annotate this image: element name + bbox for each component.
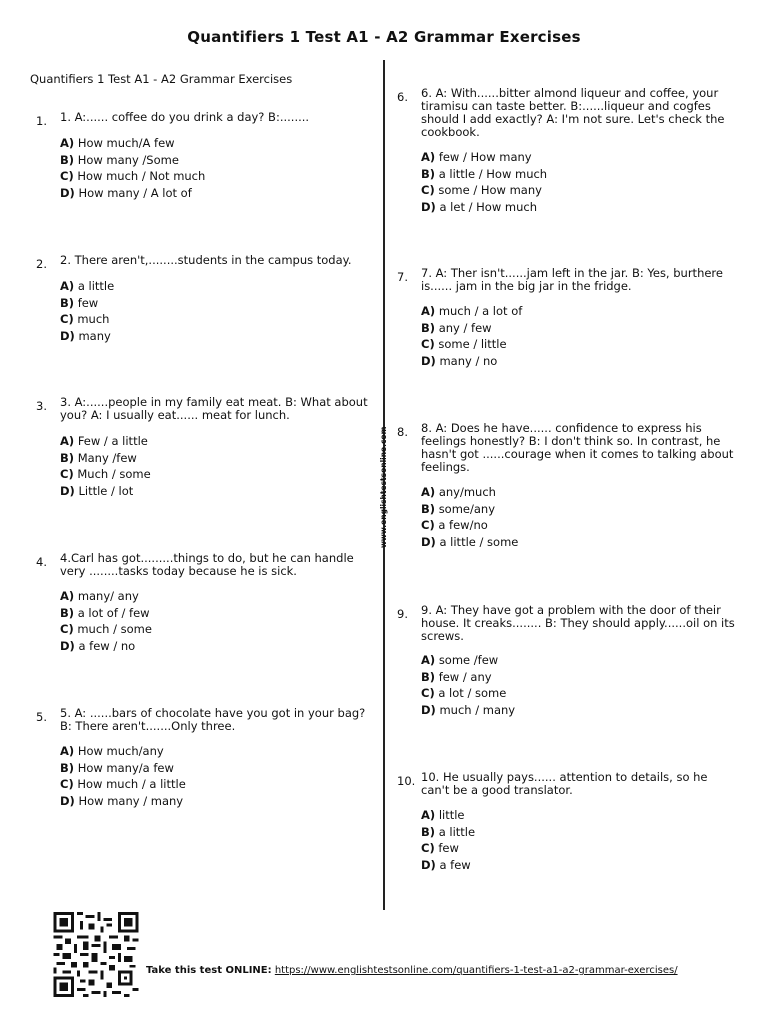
- option-c[interactable]: C) a few/no: [421, 518, 488, 532]
- option-c[interactable]: C) a lot / some: [421, 686, 507, 700]
- option-a[interactable]: A) How much/A few: [60, 136, 175, 150]
- question-text: 4.Carl has got.........things to do, but he can handle very ........tasks today because he is sick.: [60, 551, 354, 578]
- option-c[interactable]: C) some / How many: [421, 183, 542, 197]
- options-list: [60, 433, 151, 499]
- question-number: 4.: [36, 555, 47, 569]
- question-text: 2. There aren't,........students in the campus today.: [60, 253, 352, 267]
- question-text: 5. A: ......bars of chocolate have you got in your bag? B: There aren't.......Only three.: [60, 706, 366, 733]
- question-text: 6. A: With......bitter almond liqueur and coffee, your tiramisu can taste better. B:......liqueur and cogfes should I add exactly? A: I'm not sure. Let's check the cookbook.: [421, 86, 725, 139]
- option-b[interactable]: B) a lot of / few: [60, 605, 150, 620]
- page-subtitle: Quantifiers 1 Test A1 - A2 Grammar Exercises: [30, 72, 293, 86]
- option-a[interactable]: A) any/much: [421, 485, 496, 499]
- option-d[interactable]: D) a few / no: [60, 638, 136, 653]
- options-list: [421, 484, 518, 550]
- option-d[interactable]: D) a little / some: [421, 534, 519, 549]
- option-b[interactable]: B) a little / How much: [421, 166, 548, 181]
- option-b[interactable]: B) How many /Some: [60, 152, 179, 167]
- option-d[interactable]: D) many / no: [421, 353, 498, 368]
- option-a[interactable]: A) How much/any: [60, 744, 164, 758]
- question-text: 10. He usually pays...... attention to details, so he can't be a good translator.: [421, 770, 708, 797]
- option-a[interactable]: A) little: [421, 808, 465, 822]
- option-a[interactable]: A) Few / a little: [60, 434, 148, 448]
- options-list: [60, 588, 152, 654]
- option-a[interactable]: A) many/ any: [60, 589, 139, 603]
- option-b[interactable]: B) How many/a few: [60, 760, 174, 775]
- options-list: [421, 149, 547, 215]
- option-c[interactable]: C) some / little: [421, 337, 507, 351]
- option-a[interactable]: A) much / a lot of: [421, 304, 523, 318]
- option-c[interactable]: C) few: [421, 841, 459, 855]
- footer-online-link: [146, 965, 706, 977]
- question-number: 10.: [397, 774, 416, 788]
- options-list: [421, 652, 515, 718]
- option-c[interactable]: C) much: [60, 312, 110, 326]
- option-a[interactable]: A) a little: [60, 279, 115, 293]
- option-c[interactable]: C) much / some: [60, 622, 152, 636]
- options-list: [60, 743, 186, 809]
- option-b[interactable]: B) Many /few: [60, 450, 137, 465]
- option-b[interactable]: B) few / any: [421, 669, 492, 684]
- option-d[interactable]: D) Little / lot: [60, 483, 134, 498]
- question-text: 3. A:......people in my family eat meat. B: What about you? A: I usually eat...... meat for lunch.: [60, 395, 368, 422]
- question-text: 9. A: They have got a problem with the door of their house. It creaks........ B: They should apply......oil on its screws.: [421, 603, 735, 643]
- question-text: 7. A: Ther isn't......jam left in the jar. B: Yes, burthere is...... jam in the big jar in the fridge.: [421, 266, 723, 293]
- option-a[interactable]: A) few / How many: [421, 150, 532, 164]
- question-number: 6.: [397, 90, 408, 104]
- option-c[interactable]: C) How much / a little: [60, 777, 186, 791]
- option-b[interactable]: B) few: [60, 295, 99, 310]
- option-d[interactable]: D) much / many: [421, 702, 516, 717]
- option-b[interactable]: B) any / few: [421, 320, 492, 335]
- option-d[interactable]: D) a few: [421, 857, 471, 872]
- website-watermark: www.englishtestsonline.com: [379, 426, 388, 548]
- test-url-link[interactable]: https://www.englishtestsonline.com/quantifiers-1-test-a1-a2-grammar-exercises/: [274, 965, 678, 976]
- question-text: 1. A:...... coffee do you drink a day? B:........: [60, 110, 310, 124]
- options-list: [421, 807, 475, 873]
- options-list: [60, 278, 114, 344]
- question-number: 8.: [397, 425, 408, 439]
- option-d[interactable]: D) a let / How much: [421, 199, 537, 214]
- options-list: [421, 303, 522, 369]
- option-b[interactable]: B) a little: [421, 824, 476, 839]
- option-d[interactable]: D) many: [60, 328, 111, 343]
- option-b[interactable]: B) some/any: [421, 501, 496, 516]
- option-d[interactable]: D) How many / many: [60, 793, 184, 808]
- question-text: 8. A: Does he have...... confidence to express his feelings honestly? B: I don't think so. In contrast, he hasn't got ......courage when it comes to talking about feelings.: [421, 421, 734, 474]
- qr-code-icon[interactable]: [52, 912, 140, 997]
- option-c[interactable]: C) Much / some: [60, 467, 151, 481]
- page-title: Quantifiers 1 Test A1 - A2 Grammar Exercises: [187, 28, 581, 46]
- footer-label: Take this test ONLINE:: [146, 965, 272, 976]
- question-number: 7.: [397, 270, 408, 284]
- option-d[interactable]: D) How many / A lot of: [60, 185, 192, 200]
- option-a[interactable]: A) some /few: [421, 653, 499, 667]
- question-number: 2.: [36, 257, 47, 271]
- question-number: 5.: [36, 710, 47, 724]
- option-c[interactable]: C) How much / Not much: [60, 169, 206, 183]
- question-number: 3.: [36, 399, 47, 413]
- options-list: [60, 135, 205, 201]
- question-number: 9.: [397, 607, 408, 621]
- question-number: 1.: [36, 114, 47, 128]
